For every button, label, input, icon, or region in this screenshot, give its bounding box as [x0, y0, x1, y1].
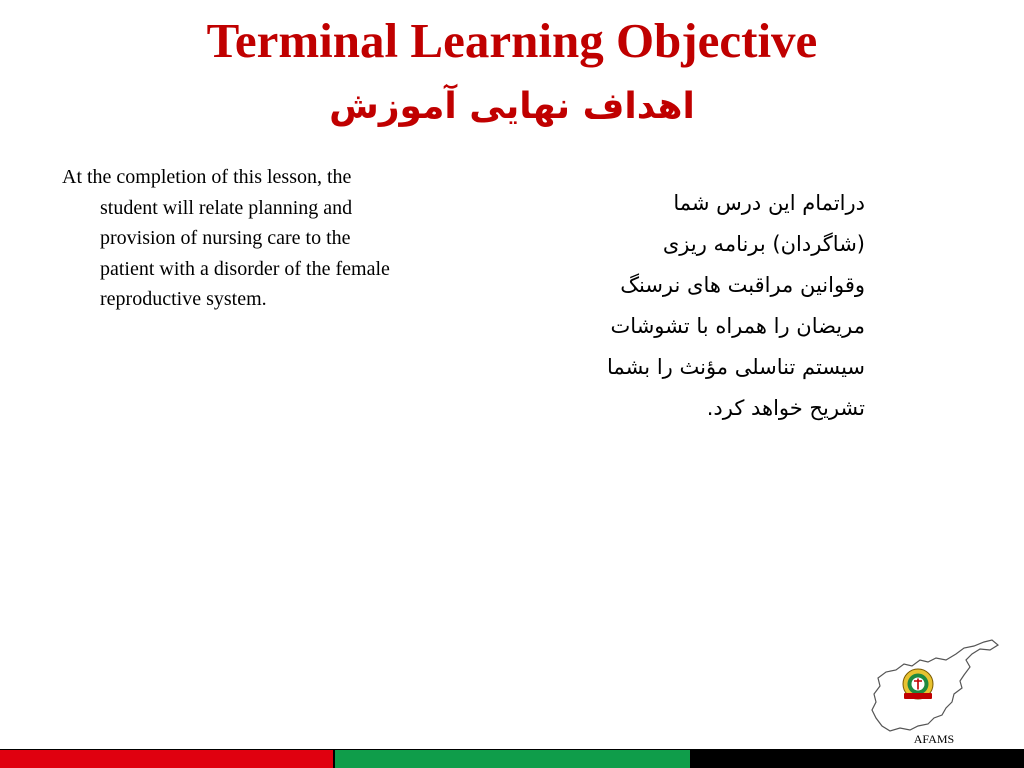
slide-title-dari: اهداف نهایی آموزش	[329, 86, 695, 127]
flag-color-bar	[0, 749, 1024, 768]
objective-dari-line: وقوانین مراقبت های نرسنگ	[620, 273, 865, 297]
flag-stripe-green	[333, 749, 690, 768]
objective-text-dari	[515, 183, 865, 429]
objective-text-english: At the completion of this lesson, the student will relate planning and provision of nursing care to the patient with a disorder of the female reproductive system.	[62, 166, 390, 310]
objective-dari-line: سیستم تناسلی مؤنث را بشما	[607, 355, 865, 379]
flag-stripe-black	[690, 749, 1024, 768]
slide-title-english: Terminal Learning Objective	[206, 13, 818, 68]
objective-dari-line: (شاگردان) برنامه ریزی	[662, 232, 865, 256]
flag-stripe-red	[0, 749, 333, 768]
objective-dari-line: دراتمام این درس شما	[673, 191, 865, 215]
objective-dari-line: تشریح خواهد کرد.	[706, 396, 865, 420]
objective-dari-line: مریضان را همراه با تشوشات	[610, 314, 865, 338]
afghanistan-map-with-emblem-icon	[866, 636, 1002, 734]
footer-org-label: AFAMS	[913, 732, 955, 746]
